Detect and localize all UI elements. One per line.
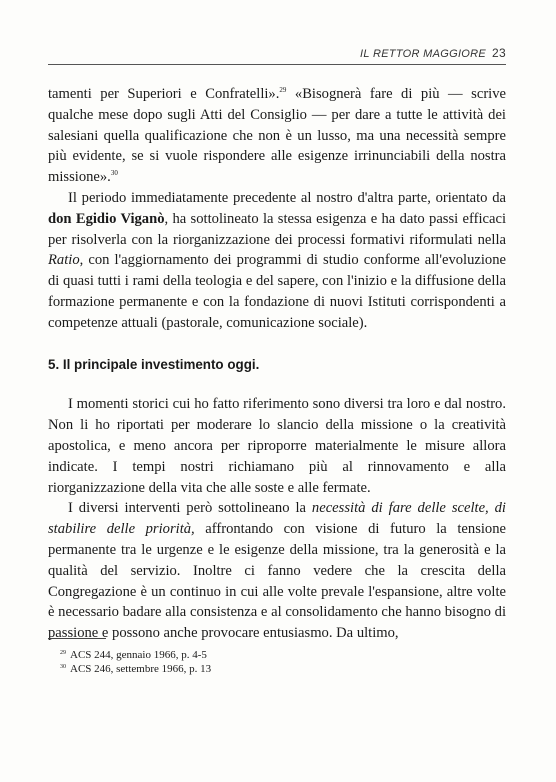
emphasis-name: don Egidio Viganò [48,210,165,227]
paragraph-2 [48,188,506,334]
paragraph-1-text-a: tamenti per Superiori e Confratelli». [48,86,280,102]
emphasis-priorities: necessità di fare delle scelte, di stabilire delle priorità, [48,500,506,538]
running-head [360,46,506,60]
footnote-ref-29: 29 [279,86,287,94]
paragraph-4-text-a: I diversi interventi però sottolineano la [68,500,312,517]
footnote-30 [60,662,211,676]
paragraph-2-text-c: , con l'aggiornamento dei programmi di studio conforme all'evoluzione di quasi tutti i rami della teologia e del sapere, con l'inizio e la diffusione della formazione permanente e con la fondazione di nuovi Istituti corrispondenti a competenze attuali (pastorale, comunicazione sociale). [48,252,506,331]
paragraph-3: I momenti storici cui ho fatto riferimento sono diversi tra loro e dal nostro. Non li ho riportati per moderare lo slancio della missione o la creatività apostolica, e meno ancora per riproporre materialmente le misure allora indicate. I tempi nostri richiamano più al rinnovamento e alla riorganizzazione della vita che alle soste e alle fermate. [48,396,506,496]
paragraph-4-text-b: affrontando con visione di futuro la tensione permanente tra le urgenze e le esigenze della missione, tra la generosità e la qualità del servizio. Inoltre ci fanno vedere che la crescita della Congregazione è un continuo in cui alle volte prevale l'espansione, altre volte è necessario badare alla consistenza e al consolidamento che hanno bisogno di passione e possono anche provocare entusiasmo. Da ultimo, [48,521,506,642]
running-title: IL RETTOR MAGGIORE [360,48,487,60]
footnote-ref-30: 30 [110,169,118,178]
paragraph-2-text-a: Il periodo immediatamente precedente al nostro d'altra parte, orientato da [68,189,506,206]
body-text [48,84,506,644]
page-number: 23 [492,46,506,60]
footnote-mark: 30 [60,664,66,670]
footnote-text: ACS 246, settembre 1966, p. 13 [70,663,212,675]
footnote-text: ACS 244, gennaio 1966, p. 4-5 [70,649,207,661]
paragraph-2-text-b: , ha sottolineato la stessa esigenza e ha dato passi efficaci per risolverla con la riorganizzazione dei processi formativi riformulati nella [48,210,507,248]
footnote-29 [60,648,211,662]
footnote-mark: 29 [60,650,66,656]
paragraph-4 [48,498,506,644]
header-rule [48,64,506,65]
section-heading: 5. Il principale investimento oggi. [48,356,260,372]
emphasis-ratio: Ratio [48,252,80,269]
paragraph-1-text-b: «Bisognerà fare di più — scrive qualche mese dopo sugli Atti del Consiglio — per dare a tutte le attività dei salesiani quella qualificazione che non è un lusso, ma una necessità sempre più evidente, se si vuole rispondere alle esigenze irrinunciabili della nostra missione». [48,86,507,186]
footnotes [60,648,211,676]
footnote-rule [48,638,106,639]
paragraph-1 [48,84,506,188]
